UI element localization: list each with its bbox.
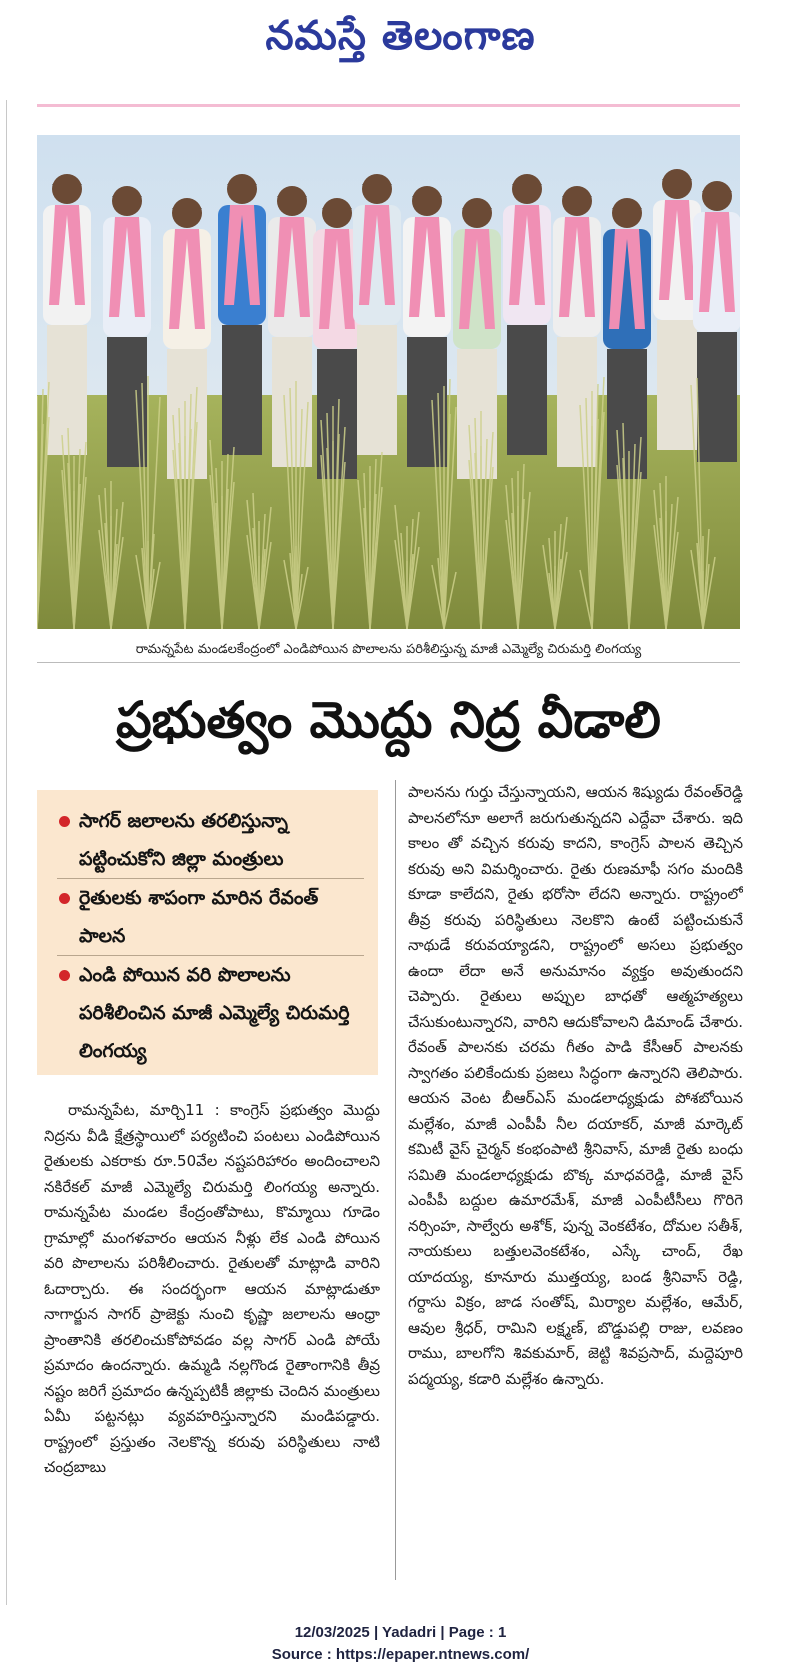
highlight-text: సాగర్ జలాలను తరలిస్తున్నా పట్టించుకోని జిల్లా మంత్రులు [79,810,288,870]
bullet-icon [59,816,70,827]
source-url: Source : https://epaper.ntnews.com/ [271,1646,530,1663]
newspaper-masthead: నమస్తే తెలంగాణ [265,13,536,59]
highlight-text: ఎండి పోయిన వరి పొలాలను పరిశీలించిన మాజీ ఎమ్మెల్యే చిరుమర్తి లింగయ్య [79,964,350,1062]
bullet-icon [59,893,70,904]
bullet-icon [59,970,70,981]
photo-caption: రామన్నపేట మండలకేంద్రంలో ఎండిపోయిన పొలాలను పరిశీలిస్తున్న మాజీ ఎమ్మెల్యే చిరుమర్తి లింగయ్య [37,638,740,663]
news-photo [37,135,740,629]
page-footer [0,1622,801,1666]
article-body-right-column: పాలనను గుర్తు చేస్తున్నాయని, ఆయన శిష్యుడు రేవంత్‌రెడ్డి పాలనలోనూ అలాగే జరుగుతున్నదని ఎద్దేవా చేశారు. ఇది కాలం తో వచ్చిన కరువు కాదని, కాంగ్రెస్ పాలన తెచ్చిన కరువు అని విమర్శించారు. రైతు రుణమాఫీ సగం మందికి కూడా కాలేదని, రైతు భరోసా లేదని అన్నారు. రాష్ట్రంలో తీవ్ర కరువు పరిస్థితులు నెలకొని ఉంటే పట్టించుకునే నాథుడే కరువయ్యాడని, రాష్ట్రంలో అసలు ప్రభుత్వం ఉందా లేదా అనే అనుమానం వ్యక్తం అవుతుందని చెప్పారు. రైతులు అప్పుల బాధతో ఆత్మహత్యలు చేసుకుంటున్నారని, వారిని ఆదుకోవాలని డిమాండ్ చేశారు. రేవంత్ పాలనకు చరమ గీతం పాడి కేసీఆర్ పాలనకు స్వాగతం పలికేందుకు ప్రజలు సిద్ధంగా ఉన్నారని తెలిపారు. ఆయన వెంట బీఆర్ఎస్ మండలాధ్యక్షుడు పోశబోయిన మల్లేశం, మాజీ ఎంపీపీ నీల దయాకర్, మాజీ మార్కెట్ కమిటీ వైస్ చైర్మన్ కంభంపాటి శ్రీనివాస్, మాజీ రైతు బంధు సమితి మండలాధ్యక్షుడు బొక్క మాధవరెడ్డి, మాజీ వైస్ ఎంపీపీ బద్దుల ఉమారమేశ్, మాజీ ఎంపీటీసీలు గొరిగె నర్సింహ, సాల్వేరు అశోక్, పున్న వెంకటేశం, దోమల సతీశ్, నాయకులు బత్తులవెంకటేశం, ఎస్కే చాంద్, రేఖ యాదయ్య, కూనూరు ముత్తయ్య, బండ శ్రీనివాస్ రెడ్డి, గర్దాసు విక్రం, జాడ సంతోష్, మిర్యాల మల్లేశం, ఆమేర్, ఆవుల శ్రీధర్, రామిని లక్ష్మణ్, బొడ్డుపల్లి రాజు, లవణం రాము, బాలగోని శివకుమార్, జెట్టి శివప్రసాద్, మద్దెపూరి పద్మయ్య, కడారి మల్లేశం ఉన్నారు. [408,783,743,1388]
farmers-in-field-photo [37,135,740,629]
highlights-box [37,790,378,1075]
column-divider [395,780,396,1580]
article-body-left-column: రామన్నపేట, మార్చి11 : కాంగ్రెస్ ప్రభుత్వం మొద్దు నిద్రను వీడి క్షేత్రస్థాయిలో పర్యటించి పంటలు ఎండిపోయిన రైతులకు ఎకరాకు రూ.50వేల నష్టపరిహారం అందించాలని నకిరేకల్ మాజీ ఎమ్మెల్యే చిరుమర్తి లింగయ్య అన్నారు. రామన్నపేట మండల కేంద్రంతోపాటు, కొమ్మాయి గూడెం గ్రామాల్లో మంగళవారం ఆయన నీళ్లు లేక ఎండి పోయిన వరి పొలాలను పరిశీలించారు. రైతులతో మాట్లాడి వారిని ఓదార్చారు. ఈ సందర్భంగా ఆయన మాట్లాడుతూ నాగార్జున సాగర్ ప్రాజెక్టు నుంచి కృష్ణా జలాలను ఆంధ్రా ప్రాంతానికి తరలించుకోపోవడం వల్ల సాగర్ ఎండి పోయే ప్రమాదం ఉందన్నారు. ఉమ్మడి నల్లగొండ రైతాంగానికి తీవ్ర నష్టం జరిగే ప్రమాదం ఉన్నప్పటికీ జిల్లాకు చెందిన మంత్రులు ఏమీ పట్టనట్లు వ్యవహరిస్తున్నారని మండిపడ్డారు. రాష్ట్రంలో ప్రస్తుతం నెలకొన్న కరువు పరిస్థితులు నాటి చంద్రబాబు [44,1101,380,1476]
highlight-item [57,878,364,955]
highlight-text: రైతులకు శాపంగా మారిన రేవంత్ పాలన [79,887,319,947]
highlight-item [57,802,364,878]
highlight-item [57,955,364,1070]
masthead-divider [37,104,740,107]
edition-info: 12/03/2025 | Yadadri | Page : 1 [294,1624,507,1641]
left-margin-rule [6,100,7,1605]
article-headline: ప్రభుత్వం మొద్దు నిద్ర వీడాలి [116,691,661,749]
